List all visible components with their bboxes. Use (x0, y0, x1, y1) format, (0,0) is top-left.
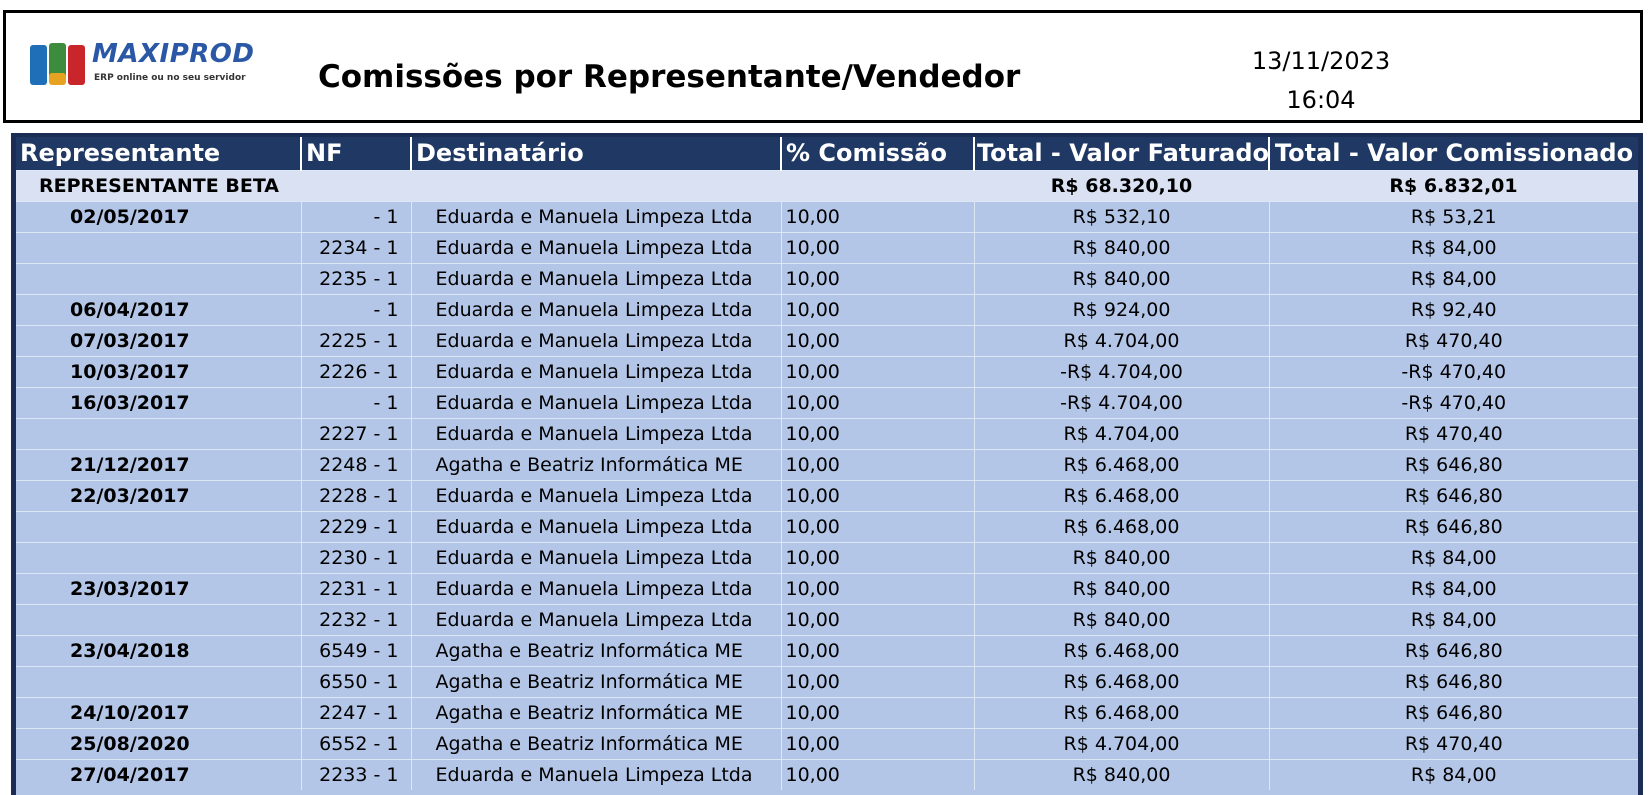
row-comissao-pct: 10,00 (781, 759, 974, 790)
row-date: 23/04/2018 (16, 635, 301, 666)
row-valor-faturado: R$ 840,00 (974, 759, 1269, 790)
row-nf: 2231 - 1 (301, 573, 411, 604)
row-destinatario: Eduarda e Manuela Limpeza Ltda (411, 480, 781, 511)
row-comissao-pct: 10,00 (781, 573, 974, 604)
row-destinatario: Agatha e Beatriz Informática ME (411, 635, 781, 666)
row-comissao-pct: 10,00 (781, 201, 974, 232)
group-total-faturado: R$ 68.320,10 (974, 170, 1269, 201)
table-header-row (16, 137, 1638, 170)
row-comissao-pct: 10,00 (781, 387, 974, 418)
table-row (16, 511, 1638, 542)
group-total-comissionado: R$ 6.832,01 (1269, 170, 1638, 201)
row-comissao-pct: 10,00 (781, 635, 974, 666)
row-destinatario: Eduarda e Manuela Limpeza Ltda (411, 294, 781, 325)
table-row (16, 635, 1638, 666)
row-date (16, 666, 301, 697)
row-destinatario: Eduarda e Manuela Limpeza Ltda (411, 263, 781, 294)
row-date: 07/03/2017 (16, 325, 301, 356)
row-destinatario: Eduarda e Manuela Limpeza Ltda (411, 325, 781, 356)
table-row (16, 232, 1638, 263)
row-valor-comissionado: R$ 84,00 (1269, 573, 1638, 604)
maxiprod-logo-icon (30, 43, 86, 87)
row-date (16, 232, 301, 263)
table-row (16, 201, 1638, 232)
group-name: REPRESENTANTE BETA (16, 170, 974, 201)
column-header-valor-faturado: Total - Valor Faturado (974, 137, 1269, 170)
row-valor-faturado: R$ 6.468,00 (974, 449, 1269, 480)
row-comissao-pct: 10,00 (781, 480, 974, 511)
row-date: 06/04/2017 (16, 294, 301, 325)
row-date (16, 511, 301, 542)
report-header (3, 10, 1643, 123)
table-row (16, 542, 1638, 573)
row-comissao-pct: 10,00 (781, 356, 974, 387)
row-valor-comissionado: R$ 84,00 (1269, 263, 1638, 294)
row-date: 16/03/2017 (16, 387, 301, 418)
row-valor-faturado: -R$ 4.704,00 (974, 387, 1269, 418)
row-destinatario: Agatha e Beatriz Informática ME (411, 728, 781, 759)
row-valor-faturado: R$ 840,00 (974, 604, 1269, 635)
row-comissao-pct: 10,00 (781, 728, 974, 759)
row-date: 10/03/2017 (16, 356, 301, 387)
column-header-comissao: % Comissão (781, 137, 974, 170)
row-valor-comissionado: R$ 646,80 (1269, 449, 1638, 480)
row-destinatario: Agatha e Beatriz Informática ME (411, 697, 781, 728)
row-valor-comissionado: -R$ 470,40 (1269, 387, 1638, 418)
row-date (16, 542, 301, 573)
row-valor-faturado: R$ 924,00 (974, 294, 1269, 325)
row-valor-comissionado: R$ 646,80 (1269, 666, 1638, 697)
commission-table-container (11, 133, 1643, 795)
table-row (16, 418, 1638, 449)
row-valor-faturado: R$ 840,00 (974, 573, 1269, 604)
row-comissao-pct: 10,00 (781, 511, 974, 542)
row-valor-comissionado: R$ 646,80 (1269, 511, 1638, 542)
row-valor-faturado: R$ 4.704,00 (974, 325, 1269, 356)
row-nf: 2248 - 1 (301, 449, 411, 480)
row-valor-comissionado: R$ 84,00 (1269, 542, 1638, 573)
row-date: 27/04/2017 (16, 759, 301, 790)
row-valor-faturado: R$ 4.704,00 (974, 418, 1269, 449)
table-row (16, 449, 1638, 480)
row-nf: 2233 - 1 (301, 759, 411, 790)
row-nf: 2229 - 1 (301, 511, 411, 542)
table-row (16, 480, 1638, 511)
column-header-representante: Representante (16, 137, 301, 170)
table-row (16, 666, 1638, 697)
row-valor-comissionado: R$ 84,00 (1269, 759, 1638, 790)
row-comissao-pct: 10,00 (781, 697, 974, 728)
table-row (16, 604, 1638, 635)
group-row (16, 170, 1638, 201)
row-nf: - 1 (301, 294, 411, 325)
row-destinatario: Agatha e Beatriz Informática ME (411, 449, 781, 480)
row-valor-faturado: R$ 840,00 (974, 232, 1269, 263)
row-nf: - 1 (301, 201, 411, 232)
report-time: 16:04 (1286, 86, 1356, 114)
table-row (16, 325, 1638, 356)
row-nf: - 1 (301, 387, 411, 418)
row-date: 02/05/2017 (16, 201, 301, 232)
row-comissao-pct: 10,00 (781, 263, 974, 294)
report-title: Comissões por Representante/Vendedor (318, 59, 1021, 95)
table-row (16, 697, 1638, 728)
row-valor-faturado: R$ 6.468,00 (974, 635, 1269, 666)
table-row (16, 728, 1638, 759)
row-destinatario: Eduarda e Manuela Limpeza Ltda (411, 418, 781, 449)
row-nf: 2235 - 1 (301, 263, 411, 294)
row-date (16, 263, 301, 294)
table-row (16, 387, 1638, 418)
row-nf: 2225 - 1 (301, 325, 411, 356)
report-date: 13/11/2023 (1251, 47, 1391, 75)
logo-tagline: ERP online ou no seu servidor (94, 73, 246, 83)
row-valor-faturado: -R$ 4.704,00 (974, 356, 1269, 387)
row-valor-faturado: R$ 840,00 (974, 263, 1269, 294)
row-valor-faturado: R$ 6.468,00 (974, 697, 1269, 728)
logo-name: MAXIPROD (92, 39, 255, 69)
row-valor-comissionado: R$ 84,00 (1269, 604, 1638, 635)
row-comissao-pct: 10,00 (781, 294, 974, 325)
row-valor-comissionado: R$ 646,80 (1269, 480, 1638, 511)
column-header-destinatario: Destinatário (411, 137, 781, 170)
row-nf: 6549 - 1 (301, 635, 411, 666)
commission-table (16, 137, 1638, 790)
row-destinatario: Eduarda e Manuela Limpeza Ltda (411, 232, 781, 263)
row-comissao-pct: 10,00 (781, 542, 974, 573)
row-valor-comissionado: R$ 646,80 (1269, 697, 1638, 728)
row-destinatario: Eduarda e Manuela Limpeza Ltda (411, 387, 781, 418)
row-date: 25/08/2020 (16, 728, 301, 759)
row-destinatario: Agatha e Beatriz Informática ME (411, 666, 781, 697)
row-nf: 2234 - 1 (301, 232, 411, 263)
row-valor-comissionado: R$ 470,40 (1269, 418, 1638, 449)
row-date: 21/12/2017 (16, 449, 301, 480)
column-header-valor-comissionado: Total - Valor Comissionado (1269, 137, 1638, 170)
row-comissao-pct: 10,00 (781, 325, 974, 356)
row-destinatario: Eduarda e Manuela Limpeza Ltda (411, 573, 781, 604)
row-valor-comissionado: -R$ 470,40 (1269, 356, 1638, 387)
row-valor-comissionado: R$ 646,80 (1269, 635, 1638, 666)
table-row (16, 573, 1638, 604)
row-date: 23/03/2017 (16, 573, 301, 604)
row-destinatario: Eduarda e Manuela Limpeza Ltda (411, 759, 781, 790)
row-nf: 2228 - 1 (301, 480, 411, 511)
row-valor-comissionado: R$ 53,21 (1269, 201, 1638, 232)
row-comissao-pct: 10,00 (781, 232, 974, 263)
maxiprod-logo (30, 39, 255, 99)
row-comissao-pct: 10,00 (781, 604, 974, 635)
row-valor-faturado: R$ 532,10 (974, 201, 1269, 232)
row-destinatario: Eduarda e Manuela Limpeza Ltda (411, 604, 781, 635)
row-valor-comissionado: R$ 84,00 (1269, 232, 1638, 263)
row-comissao-pct: 10,00 (781, 666, 974, 697)
row-valor-faturado: R$ 840,00 (974, 542, 1269, 573)
row-date (16, 418, 301, 449)
row-valor-comissionado: R$ 470,40 (1269, 728, 1638, 759)
table-row (16, 294, 1638, 325)
row-valor-faturado: R$ 6.468,00 (974, 480, 1269, 511)
row-destinatario: Eduarda e Manuela Limpeza Ltda (411, 201, 781, 232)
row-date: 22/03/2017 (16, 480, 301, 511)
row-nf: 2230 - 1 (301, 542, 411, 573)
row-valor-comissionado: R$ 470,40 (1269, 325, 1638, 356)
row-comissao-pct: 10,00 (781, 449, 974, 480)
row-comissao-pct: 10,00 (781, 418, 974, 449)
table-row (16, 356, 1638, 387)
row-destinatario: Eduarda e Manuela Limpeza Ltda (411, 511, 781, 542)
row-destinatario: Eduarda e Manuela Limpeza Ltda (411, 542, 781, 573)
row-nf: 6552 - 1 (301, 728, 411, 759)
row-date: 24/10/2017 (16, 697, 301, 728)
row-valor-faturado: R$ 6.468,00 (974, 666, 1269, 697)
row-destinatario: Eduarda e Manuela Limpeza Ltda (411, 356, 781, 387)
column-header-nf: NF (301, 137, 411, 170)
table-row (16, 759, 1638, 790)
row-nf: 2226 - 1 (301, 356, 411, 387)
row-nf: 2232 - 1 (301, 604, 411, 635)
row-nf: 2227 - 1 (301, 418, 411, 449)
row-valor-comissionado: R$ 92,40 (1269, 294, 1638, 325)
table-row (16, 263, 1638, 294)
row-valor-faturado: R$ 4.704,00 (974, 728, 1269, 759)
row-nf: 2247 - 1 (301, 697, 411, 728)
row-date (16, 604, 301, 635)
row-nf: 6550 - 1 (301, 666, 411, 697)
row-valor-faturado: R$ 6.468,00 (974, 511, 1269, 542)
